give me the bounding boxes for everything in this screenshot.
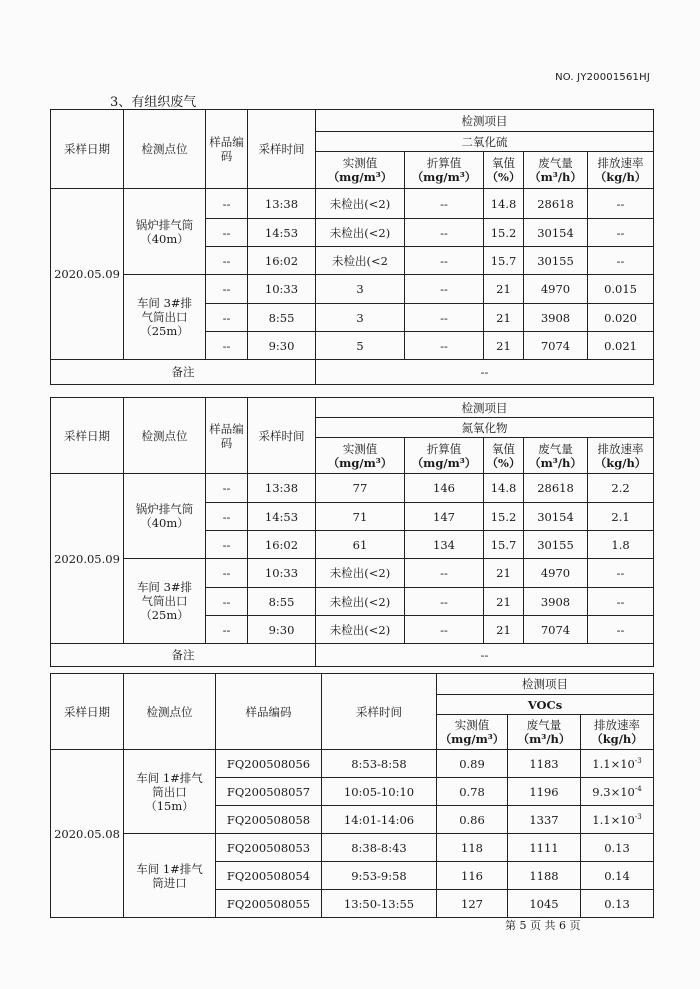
cell-id: FQ200508055 xyxy=(216,890,322,918)
cell-measured: 未检出(<2) xyxy=(316,189,405,219)
cell-measured: 未检出(<2) xyxy=(316,559,405,588)
header-time: 采样时间 xyxy=(248,110,316,189)
cell-oxygen: 15.2 xyxy=(484,503,524,531)
cell-oxygen: 21 xyxy=(484,332,524,360)
header-pollutant: 二氧化硫 xyxy=(316,132,654,152)
date-cell: 2020.05.09 xyxy=(51,189,124,360)
header-converted: 折算值 （mg/m³） xyxy=(405,152,484,189)
header-measured: 实测值 （mg/m³） xyxy=(316,152,405,189)
cell-rate: $1.1\times 10^{-3}$ xyxy=(581,806,654,834)
table-row xyxy=(51,559,654,588)
date-cell: 2020.05.08 xyxy=(51,750,124,918)
header-time: 采样时间 xyxy=(322,674,437,750)
cell-measured: 0.86 xyxy=(437,806,508,834)
cell-time: 14:53 xyxy=(248,503,316,531)
document-number: NO. JY20001561HJ xyxy=(555,72,650,83)
cell-rate: 2.1 xyxy=(588,503,654,531)
cell-time: 14:01-14:06 xyxy=(322,806,437,834)
cell-id: -- xyxy=(206,616,248,644)
header-gas: 废气量 （m³/h） xyxy=(508,715,581,750)
cell-measured: 77 xyxy=(316,474,405,503)
cell-rate: -- xyxy=(588,219,654,247)
page-footer: 第 5 页 共 6 页 xyxy=(505,919,581,932)
cell-rate: 1.8 xyxy=(588,531,654,559)
header-point: 检测点位 xyxy=(124,398,206,474)
cell-rate: 0.015 xyxy=(588,275,654,304)
cell-id: -- xyxy=(206,588,248,616)
cell-gas: 1111 xyxy=(508,834,581,862)
header-point: 检测点位 xyxy=(124,110,206,189)
cell-measured: 未检出(<2) xyxy=(316,588,405,616)
cell-gas: 1045 xyxy=(508,890,581,918)
cell-gas: 30154 xyxy=(524,503,588,531)
remark-row xyxy=(51,644,654,667)
cell-rate: -- xyxy=(588,189,654,219)
cell-id: -- xyxy=(206,219,248,247)
header-rate: 排放速率 （kg/h） xyxy=(581,715,654,750)
cell-gas: 3908 xyxy=(524,588,588,616)
cell-gas: 7074 xyxy=(524,332,588,360)
header-oxygen: 氧值 （%） xyxy=(484,438,524,474)
cell-measured: 未检出(<2 xyxy=(316,247,405,275)
cell-rate: 0.13 xyxy=(581,834,654,862)
cell-converted: -- xyxy=(405,275,484,304)
cell-gas: 7074 xyxy=(524,616,588,644)
header-gas: 废气量 （m³/h） xyxy=(524,438,588,474)
cell-rate: 2.2 xyxy=(588,474,654,503)
cell-oxygen: 15.2 xyxy=(484,219,524,247)
point-cell: 车间 1#排气筒进口 xyxy=(124,834,216,918)
cell-id: -- xyxy=(206,559,248,588)
cell-id: FQ200508056 xyxy=(216,750,322,778)
cell-rate: 0.020 xyxy=(588,304,654,332)
cell-gas: 28618 xyxy=(524,189,588,219)
header-date: 采样日期 xyxy=(51,674,124,750)
header-date: 采样日期 xyxy=(51,398,124,474)
header-pollutant: VOCs xyxy=(437,695,654,715)
cell-gas: 30155 xyxy=(524,247,588,275)
nox-table xyxy=(50,397,654,667)
cell-rate: 0.14 xyxy=(581,862,654,890)
cell-measured: 5 xyxy=(316,332,405,360)
cell-time: 8:55 xyxy=(248,588,316,616)
remark-label: 备注 xyxy=(51,360,316,385)
cell-id: -- xyxy=(206,304,248,332)
cell-rate: -- xyxy=(588,247,654,275)
cell-converted: -- xyxy=(405,219,484,247)
cell-time: 13:38 xyxy=(248,189,316,219)
cell-gas: 1188 xyxy=(508,862,581,890)
header-date: 采样日期 xyxy=(51,110,124,189)
cell-id: FQ200508058 xyxy=(216,806,322,834)
header-gas: 废气量 （m³/h） xyxy=(524,152,588,189)
header-oxygen: 氧值 （%） xyxy=(484,152,524,189)
cell-id: FQ200508054 xyxy=(216,862,322,890)
cell-oxygen: 21 xyxy=(484,304,524,332)
cell-time: 16:02 xyxy=(248,531,316,559)
cell-gas: 30154 xyxy=(524,219,588,247)
cell-measured: 0.89 xyxy=(437,750,508,778)
remark-value: -- xyxy=(316,644,654,667)
cell-converted: -- xyxy=(405,559,484,588)
header-items: 检测项目 xyxy=(437,674,654,695)
cell-id: FQ200508053 xyxy=(216,834,322,862)
header-rate: 排放速率 （kg/h） xyxy=(588,438,654,474)
remark-row xyxy=(51,360,654,385)
cell-time: 8:53-8:58 xyxy=(322,750,437,778)
date-cell: 2020.05.09 xyxy=(51,474,124,644)
cell-gas: 1196 xyxy=(508,778,581,806)
cell-time: 10:05-10:10 xyxy=(322,778,437,806)
cell-gas: 1183 xyxy=(508,750,581,778)
cell-oxygen: 21 xyxy=(484,588,524,616)
cell-measured: 71 xyxy=(316,503,405,531)
cell-rate: 0.021 xyxy=(588,332,654,360)
header-measured: 实测值 （mg/m³） xyxy=(437,715,508,750)
vocs-table xyxy=(50,673,654,918)
cell-time: 10:33 xyxy=(248,559,316,588)
cell-gas: 3908 xyxy=(524,304,588,332)
cell-converted: -- xyxy=(405,247,484,275)
cell-oxygen: 15.7 xyxy=(484,531,524,559)
point-cell: 车间 3#排气筒出口（25m） xyxy=(124,275,206,360)
cell-time: 9:53-9:58 xyxy=(322,862,437,890)
cell-measured: 未检出(<2) xyxy=(316,616,405,644)
cell-time: 16:02 xyxy=(248,247,316,275)
header-converted: 折算值 （mg/m³） xyxy=(405,438,484,474)
cell-converted: -- xyxy=(405,588,484,616)
cell-time: 8:38-8:43 xyxy=(322,834,437,862)
point-cell: 车间 3#排气筒出口（25m） xyxy=(124,559,206,644)
point-cell: 锅炉排气筒（40m） xyxy=(124,474,206,559)
cell-rate: -- xyxy=(588,559,654,588)
cell-converted: 134 xyxy=(405,531,484,559)
cell-time: 14:53 xyxy=(248,219,316,247)
cell-time: 13:38 xyxy=(248,474,316,503)
table-row xyxy=(51,834,654,862)
cell-measured: 118 xyxy=(437,834,508,862)
cell-time: 8:55 xyxy=(248,304,316,332)
header-sample-id: 样品编码 xyxy=(206,398,248,474)
cell-converted: -- xyxy=(405,304,484,332)
so2-table xyxy=(50,109,654,385)
cell-oxygen: 15.7 xyxy=(484,247,524,275)
cell-id: -- xyxy=(206,275,248,304)
cell-converted: -- xyxy=(405,332,484,360)
cell-oxygen: 14.8 xyxy=(484,189,524,219)
cell-oxygen: 14.8 xyxy=(484,474,524,503)
header-time: 采样时间 xyxy=(248,398,316,474)
cell-gas: 4970 xyxy=(524,559,588,588)
cell-measured: 3 xyxy=(316,304,405,332)
table-row xyxy=(51,275,654,304)
table-row xyxy=(51,474,654,503)
point-cell: 车间 1#排气筒出口（15m） xyxy=(124,750,216,834)
cell-gas: 1337 xyxy=(508,806,581,834)
cell-gas: 4970 xyxy=(524,275,588,304)
cell-oxygen: 21 xyxy=(484,275,524,304)
cell-oxygen: 21 xyxy=(484,559,524,588)
header-rate: 排放速率 （kg/h） xyxy=(588,152,654,189)
cell-converted: 146 xyxy=(405,474,484,503)
header-pollutant: 氮氧化物 xyxy=(316,418,654,438)
cell-rate: 0.13 xyxy=(581,890,654,918)
cell-time: 9:30 xyxy=(248,332,316,360)
cell-oxygen: 21 xyxy=(484,616,524,644)
header-items: 检测项目 xyxy=(316,398,654,418)
cell-measured: 3 xyxy=(316,275,405,304)
cell-id: -- xyxy=(206,531,248,559)
cell-id: -- xyxy=(206,247,248,275)
cell-converted: 147 xyxy=(405,503,484,531)
cell-id: -- xyxy=(206,474,248,503)
cell-id: FQ200508057 xyxy=(216,778,322,806)
cell-gas: 30155 xyxy=(524,531,588,559)
cell-time: 10:33 xyxy=(248,275,316,304)
remark-value: -- xyxy=(316,360,654,385)
cell-rate: $9.3\times 10^{-4}$ xyxy=(581,778,654,806)
cell-converted: -- xyxy=(405,616,484,644)
cell-id: -- xyxy=(206,189,248,219)
point-cell: 锅炉排气筒（40m） xyxy=(124,189,206,275)
section-title: 3、有组织废气 xyxy=(110,95,197,110)
header-measured: 实测值 （mg/m³） xyxy=(316,438,405,474)
cell-rate: $1.1\times 10^{-3}$ xyxy=(581,750,654,778)
header-sample-id: 样品编码 xyxy=(206,110,248,189)
header-point: 检测点位 xyxy=(124,674,216,750)
cell-rate: -- xyxy=(588,616,654,644)
cell-measured: 61 xyxy=(316,531,405,559)
remark-label: 备注 xyxy=(51,644,316,667)
cell-id: -- xyxy=(206,332,248,360)
cell-measured: 0.78 xyxy=(437,778,508,806)
cell-rate: -- xyxy=(588,588,654,616)
cell-time: 9:30 xyxy=(248,616,316,644)
cell-measured: 127 xyxy=(437,890,508,918)
cell-id: -- xyxy=(206,503,248,531)
header-items: 检测项目 xyxy=(316,110,654,132)
cell-time: 13:50-13:55 xyxy=(322,890,437,918)
cell-measured: 116 xyxy=(437,862,508,890)
cell-gas: 28618 xyxy=(524,474,588,503)
header-sample-id: 样品编码 xyxy=(216,674,322,750)
cell-measured: 未检出(<2) xyxy=(316,219,405,247)
table-row xyxy=(51,189,654,219)
cell-converted: -- xyxy=(405,189,484,219)
table-row xyxy=(51,750,654,778)
